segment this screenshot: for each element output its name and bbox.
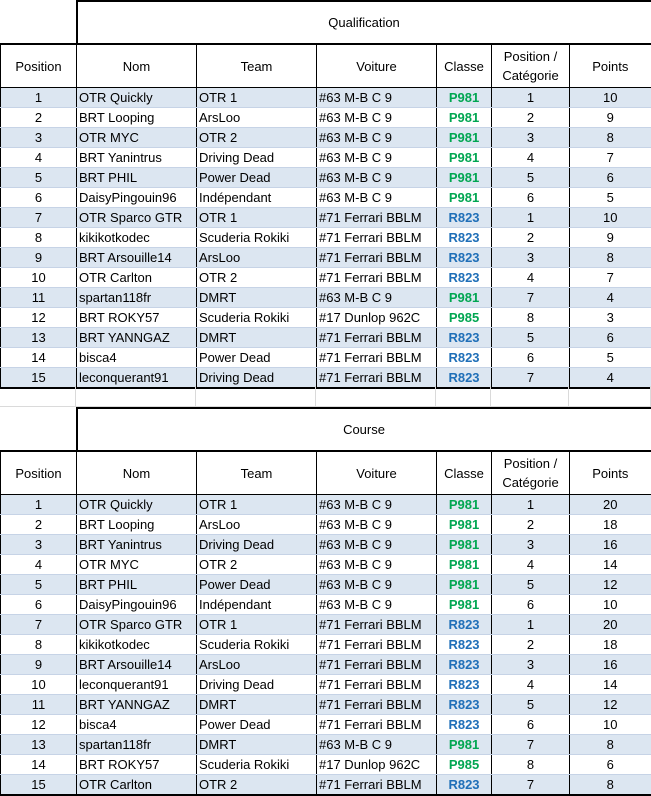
table-row bbox=[1, 715, 651, 735]
class-cell: R823 bbox=[437, 208, 492, 228]
corner-cell bbox=[1, 408, 77, 451]
category-position-cell: 7 bbox=[492, 368, 570, 389]
car-cell: #71 Ferrari BBLM bbox=[317, 675, 437, 695]
car-cell: #71 Ferrari BBLM bbox=[317, 615, 437, 635]
class-cell: P981 bbox=[437, 535, 492, 555]
position-cell: 1 bbox=[1, 495, 77, 515]
table-row bbox=[1, 228, 651, 248]
class-cell: P981 bbox=[437, 148, 492, 168]
car-cell: #63 M-B C 9 bbox=[317, 535, 437, 555]
driver-name-cell: kikikotkodec bbox=[77, 228, 197, 248]
table-row bbox=[1, 675, 651, 695]
team-cell: Scuderia Rokiki bbox=[197, 308, 317, 328]
category-position-cell: 3 bbox=[492, 128, 570, 148]
category-position-cell: 7 bbox=[492, 288, 570, 308]
car-cell: #63 M-B C 9 bbox=[317, 735, 437, 755]
driver-name-cell: OTR MYC bbox=[77, 128, 197, 148]
class-cell: R823 bbox=[437, 695, 492, 715]
points-cell: 9 bbox=[570, 108, 651, 128]
points-cell: 10 bbox=[570, 208, 651, 228]
category-position-cell: 3 bbox=[492, 248, 570, 268]
category-position-cell: 4 bbox=[492, 555, 570, 575]
class-cell: P985 bbox=[437, 308, 492, 328]
class-cell: R823 bbox=[437, 775, 492, 796]
car-cell: #71 Ferrari BBLM bbox=[317, 775, 437, 796]
table-row bbox=[1, 248, 651, 268]
position-cell: 12 bbox=[1, 308, 77, 328]
car-cell: #63 M-B C 9 bbox=[317, 495, 437, 515]
position-cell: 6 bbox=[1, 595, 77, 615]
header-row bbox=[1, 44, 651, 88]
points-cell: 18 bbox=[570, 635, 651, 655]
team-cell: Indépendant bbox=[197, 595, 317, 615]
table-row bbox=[1, 308, 651, 328]
class-cell: R823 bbox=[437, 348, 492, 368]
table-row bbox=[1, 495, 651, 515]
car-cell: #71 Ferrari BBLM bbox=[317, 248, 437, 268]
col-header-nom: Nom bbox=[77, 44, 197, 88]
driver-name-cell: OTR Quickly bbox=[77, 88, 197, 108]
driver-name-cell: DaisyPingouin96 bbox=[77, 595, 197, 615]
team-cell: OTR 2 bbox=[197, 128, 317, 148]
car-cell: #71 Ferrari BBLM bbox=[317, 635, 437, 655]
team-cell: Indépendant bbox=[197, 188, 317, 208]
team-cell: Driving Dead bbox=[197, 535, 317, 555]
table-row bbox=[1, 535, 651, 555]
category-position-cell: 6 bbox=[492, 348, 570, 368]
header-line-1: Position / bbox=[504, 456, 557, 471]
driver-name-cell: bisca4 bbox=[77, 715, 197, 735]
team-cell: OTR 1 bbox=[197, 495, 317, 515]
position-cell: 14 bbox=[1, 348, 77, 368]
table-row bbox=[1, 755, 651, 775]
points-cell: 5 bbox=[570, 188, 651, 208]
driver-name-cell: bisca4 bbox=[77, 348, 197, 368]
driver-name-cell: BRT ROKY57 bbox=[77, 308, 197, 328]
driver-name-cell: BRT YANNGAZ bbox=[77, 328, 197, 348]
category-position-cell: 5 bbox=[492, 328, 570, 348]
class-cell: P981 bbox=[437, 555, 492, 575]
car-cell: #71 Ferrari BBLM bbox=[317, 655, 437, 675]
driver-name-cell: BRT Yanintrus bbox=[77, 148, 197, 168]
team-cell: OTR 1 bbox=[197, 615, 317, 635]
table-row bbox=[1, 268, 651, 288]
driver-name-cell: BRT Looping bbox=[77, 108, 197, 128]
corner-cell bbox=[1, 1, 77, 44]
header-line-2: Catégorie bbox=[502, 475, 558, 490]
class-cell: P981 bbox=[437, 168, 492, 188]
class-cell: P981 bbox=[437, 575, 492, 595]
col-header-team: Team bbox=[197, 44, 317, 88]
driver-name-cell: OTR Carlton bbox=[77, 775, 197, 796]
class-cell: R823 bbox=[437, 248, 492, 268]
category-position-cell: 3 bbox=[492, 655, 570, 675]
section-title: Course bbox=[77, 408, 651, 451]
position-cell: 8 bbox=[1, 228, 77, 248]
driver-name-cell: BRT Yanintrus bbox=[77, 535, 197, 555]
driver-name-cell: OTR Quickly bbox=[77, 495, 197, 515]
class-cell: R823 bbox=[437, 655, 492, 675]
car-cell: #71 Ferrari BBLM bbox=[317, 715, 437, 735]
col-header-classe: Classe bbox=[437, 44, 492, 88]
category-position-cell: 4 bbox=[492, 148, 570, 168]
col-header-position-categorie bbox=[492, 44, 570, 88]
class-cell: P981 bbox=[437, 735, 492, 755]
category-position-cell: 5 bbox=[492, 695, 570, 715]
team-cell: ArsLoo bbox=[197, 515, 317, 535]
position-cell: 15 bbox=[1, 368, 77, 389]
category-position-cell: 6 bbox=[492, 715, 570, 735]
driver-name-cell: BRT ROKY57 bbox=[77, 755, 197, 775]
car-cell: #63 M-B C 9 bbox=[317, 88, 437, 108]
points-cell: 7 bbox=[570, 148, 651, 168]
driver-name-cell: BRT PHIL bbox=[77, 575, 197, 595]
points-cell: 5 bbox=[570, 348, 651, 368]
points-cell: 7 bbox=[570, 268, 651, 288]
driver-name-cell: DaisyPingouin96 bbox=[77, 188, 197, 208]
points-cell: 10 bbox=[570, 595, 651, 615]
category-position-cell: 1 bbox=[492, 208, 570, 228]
category-position-cell: 2 bbox=[492, 515, 570, 535]
class-cell: R823 bbox=[437, 328, 492, 348]
class-cell: P985 bbox=[437, 755, 492, 775]
table-row bbox=[1, 615, 651, 635]
team-cell: Power Dead bbox=[197, 575, 317, 595]
team-cell: ArsLoo bbox=[197, 655, 317, 675]
class-cell: R823 bbox=[437, 635, 492, 655]
table-row bbox=[1, 775, 651, 796]
team-cell: DMRT bbox=[197, 735, 317, 755]
table-row bbox=[1, 188, 651, 208]
col-header-position-categorie bbox=[492, 451, 570, 495]
car-cell: #63 M-B C 9 bbox=[317, 595, 437, 615]
col-header-classe: Classe bbox=[437, 451, 492, 495]
car-cell: #63 M-B C 9 bbox=[317, 168, 437, 188]
table-row bbox=[1, 88, 651, 108]
category-position-cell: 1 bbox=[492, 615, 570, 635]
points-cell: 14 bbox=[570, 555, 651, 575]
header-row bbox=[1, 451, 651, 495]
car-cell: #63 M-B C 9 bbox=[317, 515, 437, 535]
team-cell: ArsLoo bbox=[197, 248, 317, 268]
position-cell: 11 bbox=[1, 695, 77, 715]
team-cell: Scuderia Rokiki bbox=[197, 755, 317, 775]
table-row bbox=[1, 735, 651, 755]
class-cell: R823 bbox=[437, 715, 492, 735]
team-cell: Driving Dead bbox=[197, 368, 317, 389]
driver-name-cell: spartan118fr bbox=[77, 288, 197, 308]
car-cell: #71 Ferrari BBLM bbox=[317, 328, 437, 348]
team-cell: OTR 2 bbox=[197, 555, 317, 575]
car-cell: #71 Ferrari BBLM bbox=[317, 348, 437, 368]
team-cell: Driving Dead bbox=[197, 675, 317, 695]
team-cell: Power Dead bbox=[197, 348, 317, 368]
car-cell: #63 M-B C 9 bbox=[317, 555, 437, 575]
points-cell: 20 bbox=[570, 615, 651, 635]
team-cell: OTR 1 bbox=[197, 88, 317, 108]
position-cell: 11 bbox=[1, 288, 77, 308]
points-cell: 16 bbox=[570, 655, 651, 675]
position-cell: 5 bbox=[1, 575, 77, 595]
class-cell: P981 bbox=[437, 515, 492, 535]
team-cell: Scuderia Rokiki bbox=[197, 228, 317, 248]
course-table bbox=[0, 407, 651, 796]
category-position-cell: 1 bbox=[492, 495, 570, 515]
position-cell: 13 bbox=[1, 735, 77, 755]
category-position-cell: 2 bbox=[492, 228, 570, 248]
car-cell: #71 Ferrari BBLM bbox=[317, 368, 437, 389]
course-section bbox=[0, 407, 651, 796]
car-cell: #71 Ferrari BBLM bbox=[317, 695, 437, 715]
category-position-cell: 3 bbox=[492, 535, 570, 555]
car-cell: #63 M-B C 9 bbox=[317, 148, 437, 168]
points-cell: 12 bbox=[570, 695, 651, 715]
points-cell: 4 bbox=[570, 368, 651, 389]
col-header-voiture: Voiture bbox=[317, 451, 437, 495]
col-header-points: Points bbox=[570, 44, 651, 88]
category-position-cell: 2 bbox=[492, 108, 570, 128]
class-cell: R823 bbox=[437, 675, 492, 695]
driver-name-cell: OTR Sparco GTR bbox=[77, 615, 197, 635]
class-cell: R823 bbox=[437, 228, 492, 248]
position-cell: 4 bbox=[1, 148, 77, 168]
points-cell: 6 bbox=[570, 328, 651, 348]
class-cell: R823 bbox=[437, 268, 492, 288]
col-header-position: Position bbox=[1, 44, 77, 88]
car-cell: #71 Ferrari BBLM bbox=[317, 208, 437, 228]
car-cell: #63 M-B C 9 bbox=[317, 108, 437, 128]
table-row bbox=[1, 128, 651, 148]
position-cell: 1 bbox=[1, 88, 77, 108]
position-cell: 10 bbox=[1, 675, 77, 695]
table-row bbox=[1, 348, 651, 368]
class-cell: P981 bbox=[437, 128, 492, 148]
category-position-cell: 5 bbox=[492, 168, 570, 188]
table-row bbox=[1, 515, 651, 535]
driver-name-cell: BRT YANNGAZ bbox=[77, 695, 197, 715]
position-cell: 7 bbox=[1, 615, 77, 635]
position-cell: 15 bbox=[1, 775, 77, 796]
points-cell: 8 bbox=[570, 775, 651, 796]
position-cell: 2 bbox=[1, 515, 77, 535]
car-cell: #63 M-B C 9 bbox=[317, 575, 437, 595]
table-row bbox=[1, 148, 651, 168]
position-cell: 6 bbox=[1, 188, 77, 208]
points-cell: 10 bbox=[570, 88, 651, 108]
driver-name-cell: OTR MYC bbox=[77, 555, 197, 575]
car-cell: #71 Ferrari BBLM bbox=[317, 228, 437, 248]
category-position-cell: 7 bbox=[492, 735, 570, 755]
class-cell: R823 bbox=[437, 368, 492, 389]
col-header-points: Points bbox=[570, 451, 651, 495]
table-row bbox=[1, 328, 651, 348]
position-cell: 9 bbox=[1, 248, 77, 268]
col-header-voiture: Voiture bbox=[317, 44, 437, 88]
position-cell: 4 bbox=[1, 555, 77, 575]
position-cell: 7 bbox=[1, 208, 77, 228]
header-line-1: Position / bbox=[504, 49, 557, 64]
class-cell: R823 bbox=[437, 615, 492, 635]
spacer-row bbox=[0, 386, 651, 406]
class-cell: P981 bbox=[437, 88, 492, 108]
position-cell: 12 bbox=[1, 715, 77, 735]
team-cell: Driving Dead bbox=[197, 148, 317, 168]
points-cell: 8 bbox=[570, 128, 651, 148]
class-cell: P981 bbox=[437, 495, 492, 515]
table-row bbox=[1, 168, 651, 188]
category-position-cell: 4 bbox=[492, 268, 570, 288]
points-cell: 8 bbox=[570, 248, 651, 268]
points-cell: 14 bbox=[570, 675, 651, 695]
section-title: Qualification bbox=[77, 1, 651, 44]
driver-name-cell: BRT PHIL bbox=[77, 168, 197, 188]
position-cell: 5 bbox=[1, 168, 77, 188]
position-cell: 3 bbox=[1, 535, 77, 555]
col-header-team: Team bbox=[197, 451, 317, 495]
points-cell: 4 bbox=[570, 288, 651, 308]
car-cell: #71 Ferrari BBLM bbox=[317, 268, 437, 288]
driver-name-cell: OTR Carlton bbox=[77, 268, 197, 288]
qualification-table bbox=[0, 0, 651, 389]
table-row bbox=[1, 695, 651, 715]
car-cell: #63 M-B C 9 bbox=[317, 128, 437, 148]
driver-name-cell: leconquerant91 bbox=[77, 368, 197, 389]
points-cell: 12 bbox=[570, 575, 651, 595]
driver-name-cell: kikikotkodec bbox=[77, 635, 197, 655]
points-cell: 8 bbox=[570, 735, 651, 755]
class-cell: P981 bbox=[437, 108, 492, 128]
position-cell: 13 bbox=[1, 328, 77, 348]
driver-name-cell: BRT Arsouille14 bbox=[77, 655, 197, 675]
team-cell: ArsLoo bbox=[197, 108, 317, 128]
position-cell: 14 bbox=[1, 755, 77, 775]
points-cell: 6 bbox=[570, 168, 651, 188]
driver-name-cell: leconquerant91 bbox=[77, 675, 197, 695]
team-cell: DMRT bbox=[197, 695, 317, 715]
team-cell: Power Dead bbox=[197, 715, 317, 735]
points-cell: 10 bbox=[570, 715, 651, 735]
position-cell: 8 bbox=[1, 635, 77, 655]
driver-name-cell: spartan118fr bbox=[77, 735, 197, 755]
table-row bbox=[1, 108, 651, 128]
qualification-section bbox=[0, 0, 651, 389]
category-position-cell: 4 bbox=[492, 675, 570, 695]
driver-name-cell: BRT Arsouille14 bbox=[77, 248, 197, 268]
table-row bbox=[1, 575, 651, 595]
points-cell: 6 bbox=[570, 755, 651, 775]
table-row bbox=[1, 555, 651, 575]
position-cell: 3 bbox=[1, 128, 77, 148]
points-cell: 3 bbox=[570, 308, 651, 328]
table-row bbox=[1, 208, 651, 228]
points-cell: 20 bbox=[570, 495, 651, 515]
category-position-cell: 6 bbox=[492, 188, 570, 208]
driver-name-cell: OTR Sparco GTR bbox=[77, 208, 197, 228]
team-cell: DMRT bbox=[197, 328, 317, 348]
category-position-cell: 6 bbox=[492, 595, 570, 615]
category-position-cell: 8 bbox=[492, 308, 570, 328]
team-cell: OTR 2 bbox=[197, 268, 317, 288]
points-cell: 18 bbox=[570, 515, 651, 535]
category-position-cell: 5 bbox=[492, 575, 570, 595]
col-header-nom: Nom bbox=[77, 451, 197, 495]
car-cell: #17 Dunlop 962C bbox=[317, 755, 437, 775]
header-line-2: Catégorie bbox=[502, 68, 558, 83]
table-row bbox=[1, 595, 651, 615]
table-row bbox=[1, 288, 651, 308]
category-position-cell: 8 bbox=[492, 755, 570, 775]
points-cell: 9 bbox=[570, 228, 651, 248]
team-cell: OTR 2 bbox=[197, 775, 317, 796]
team-cell: Scuderia Rokiki bbox=[197, 635, 317, 655]
team-cell: Power Dead bbox=[197, 168, 317, 188]
team-cell: DMRT bbox=[197, 288, 317, 308]
points-cell: 16 bbox=[570, 535, 651, 555]
category-position-cell: 2 bbox=[492, 635, 570, 655]
driver-name-cell: BRT Looping bbox=[77, 515, 197, 535]
table-row bbox=[1, 655, 651, 675]
category-position-cell: 7 bbox=[492, 775, 570, 796]
table-row bbox=[1, 635, 651, 655]
position-cell: 2 bbox=[1, 108, 77, 128]
category-position-cell: 1 bbox=[492, 88, 570, 108]
car-cell: #63 M-B C 9 bbox=[317, 188, 437, 208]
table-row bbox=[1, 368, 651, 389]
car-cell: #17 Dunlop 962C bbox=[317, 308, 437, 328]
class-cell: P981 bbox=[437, 595, 492, 615]
position-cell: 10 bbox=[1, 268, 77, 288]
class-cell: P981 bbox=[437, 288, 492, 308]
col-header-position: Position bbox=[1, 451, 77, 495]
position-cell: 9 bbox=[1, 655, 77, 675]
team-cell: OTR 1 bbox=[197, 208, 317, 228]
class-cell: P981 bbox=[437, 188, 492, 208]
car-cell: #63 M-B C 9 bbox=[317, 288, 437, 308]
